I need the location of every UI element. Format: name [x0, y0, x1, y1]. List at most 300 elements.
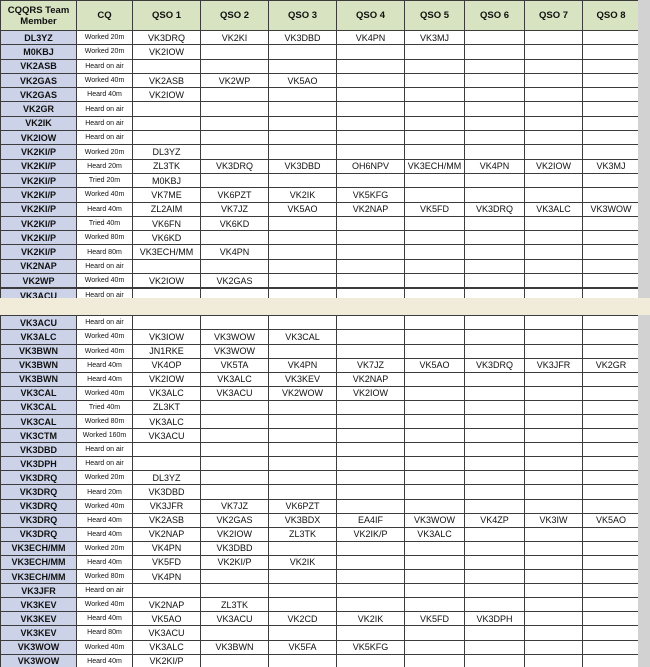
qso-4-cell[interactable]: [337, 145, 405, 159]
qso-6-cell[interactable]: [465, 654, 525, 667]
qso-7-cell[interactable]: [525, 45, 583, 59]
qso-8-cell[interactable]: [583, 102, 640, 116]
qso-1-cell[interactable]: DL3YZ: [133, 145, 201, 159]
qso-4-cell[interactable]: [337, 598, 405, 612]
qso-2-cell[interactable]: [201, 116, 269, 130]
member-cell[interactable]: M0KBJ: [1, 45, 77, 59]
qso-7-cell[interactable]: [525, 73, 583, 87]
qso-2-cell[interactable]: [201, 485, 269, 499]
cq-cell[interactable]: Heard on air: [77, 102, 133, 116]
qso-3-cell[interactable]: VK3DBD: [269, 31, 337, 45]
qso-8-cell[interactable]: [583, 570, 640, 584]
qso-8-cell[interactable]: [583, 654, 640, 667]
qso-6-cell[interactable]: [465, 527, 525, 541]
member-cell[interactable]: VK2GAS: [1, 73, 77, 87]
member-cell[interactable]: VK3KEV: [1, 598, 77, 612]
qso-4-cell[interactable]: VK2IK: [337, 612, 405, 626]
qso-4-cell[interactable]: VK7JZ: [337, 358, 405, 372]
qso-1-cell[interactable]: VK4PN: [133, 570, 201, 584]
qso-7-cell[interactable]: [525, 555, 583, 569]
qso-4-cell[interactable]: [337, 216, 405, 230]
qso-1-cell[interactable]: VK4PN: [133, 541, 201, 555]
qso-2-cell[interactable]: [201, 316, 269, 330]
qso-4-cell[interactable]: [337, 173, 405, 187]
qso-5-cell[interactable]: [405, 330, 465, 344]
qso-8-cell[interactable]: [583, 274, 640, 288]
member-cell[interactable]: VK2KI/P: [1, 202, 77, 216]
qso-8-cell[interactable]: [583, 131, 640, 145]
member-cell[interactable]: VK3WOW: [1, 640, 77, 654]
qso-8-cell[interactable]: [583, 231, 640, 245]
qso-1-cell[interactable]: VK2KI/P: [133, 654, 201, 667]
qso-5-cell[interactable]: [405, 640, 465, 654]
qso-5-cell[interactable]: VK3ALC: [405, 527, 465, 541]
qso-3-cell[interactable]: VK3KEV: [269, 372, 337, 386]
qso-7-cell[interactable]: [525, 316, 583, 330]
qso-2-cell[interactable]: VK2GAS: [201, 513, 269, 527]
qso-3-cell[interactable]: [269, 116, 337, 130]
cq-cell[interactable]: Worked 20m: [77, 31, 133, 45]
member-cell[interactable]: VK2KI/P: [1, 216, 77, 230]
qso-5-cell[interactable]: VK3MJ: [405, 31, 465, 45]
column-header-qso-8[interactable]: QSO 8: [583, 1, 640, 31]
qso-2-cell[interactable]: [201, 457, 269, 471]
qso-5-cell[interactable]: [405, 289, 465, 299]
qso-8-cell[interactable]: [583, 584, 640, 598]
member-cell[interactable]: VK3BWN: [1, 344, 77, 358]
member-cell[interactable]: VK3DRQ: [1, 471, 77, 485]
member-cell[interactable]: VK3ACU: [1, 316, 77, 330]
qso-7-cell[interactable]: [525, 570, 583, 584]
qso-7-cell[interactable]: [525, 274, 583, 288]
qso-1-cell[interactable]: [133, 584, 201, 598]
qso-5-cell[interactable]: VK5FD: [405, 612, 465, 626]
qso-1-cell[interactable]: VK2NAP: [133, 598, 201, 612]
qso-4-cell[interactable]: VK2NAP: [337, 372, 405, 386]
qso-3-cell[interactable]: [269, 316, 337, 330]
member-cell[interactable]: VK3JFR: [1, 584, 77, 598]
qso-1-cell[interactable]: DL3YZ: [133, 471, 201, 485]
qso-8-cell[interactable]: [583, 116, 640, 130]
qso-3-cell[interactable]: [269, 443, 337, 457]
cq-cell[interactable]: Worked 40m: [77, 274, 133, 288]
qso-1-cell[interactable]: VK3ACU: [133, 429, 201, 443]
qso-7-cell[interactable]: [525, 231, 583, 245]
column-header-cq[interactable]: CQ: [77, 1, 133, 31]
qso-8-cell[interactable]: [583, 626, 640, 640]
qso-6-cell[interactable]: [465, 429, 525, 443]
qso-6-cell[interactable]: [465, 555, 525, 569]
qso-4-cell[interactable]: [337, 471, 405, 485]
qso-3-cell[interactable]: [269, 173, 337, 187]
qso-2-cell[interactable]: [201, 415, 269, 429]
qso-3-cell[interactable]: [269, 145, 337, 159]
cq-cell[interactable]: Worked 20m: [77, 471, 133, 485]
qso-6-cell[interactable]: [465, 173, 525, 187]
qso-5-cell[interactable]: [405, 259, 465, 273]
qso-1-cell[interactable]: ZL3KT: [133, 400, 201, 414]
qso-4-cell[interactable]: [337, 73, 405, 87]
qso-4-cell[interactable]: [337, 45, 405, 59]
cq-cell[interactable]: Worked 40m: [77, 640, 133, 654]
qso-1-cell[interactable]: VK4OP: [133, 358, 201, 372]
qso-2-cell[interactable]: [201, 626, 269, 640]
qso-4-cell[interactable]: [337, 259, 405, 273]
qso-7-cell[interactable]: [525, 245, 583, 259]
member-cell[interactable]: VK3CAL: [1, 415, 77, 429]
qso-1-cell[interactable]: VK3DRQ: [133, 31, 201, 45]
qso-6-cell[interactable]: [465, 344, 525, 358]
member-cell[interactable]: VK3KEV: [1, 612, 77, 626]
member-cell[interactable]: DL3YZ: [1, 31, 77, 45]
qso-5-cell[interactable]: VK3WOW: [405, 513, 465, 527]
qso-4-cell[interactable]: [337, 626, 405, 640]
qso-3-cell[interactable]: [269, 216, 337, 230]
qso-8-cell[interactable]: [583, 344, 640, 358]
qso-3-cell[interactable]: [269, 471, 337, 485]
qso-4-cell[interactable]: VK2IK/P: [337, 527, 405, 541]
qso-2-cell[interactable]: VK7JZ: [201, 202, 269, 216]
qso-1-cell[interactable]: VK6FN: [133, 216, 201, 230]
member-cell[interactable]: VK3WOW: [1, 654, 77, 667]
cq-cell[interactable]: Worked 40m: [77, 73, 133, 87]
qso-6-cell[interactable]: [465, 443, 525, 457]
qso-7-cell[interactable]: [525, 88, 583, 102]
qso-2-cell[interactable]: VK2KI: [201, 31, 269, 45]
qso-2-cell[interactable]: VK3BWN: [201, 640, 269, 654]
qso-8-cell[interactable]: [583, 88, 640, 102]
qso-8-cell[interactable]: [583, 316, 640, 330]
qso-6-cell[interactable]: [465, 145, 525, 159]
qso-1-cell[interactable]: VK3ALC: [133, 640, 201, 654]
qso-1-cell[interactable]: VK2ASB: [133, 73, 201, 87]
qso-8-cell[interactable]: VK5AO: [583, 513, 640, 527]
qso-8-cell[interactable]: [583, 289, 640, 299]
qso-7-cell[interactable]: [525, 485, 583, 499]
qso-1-cell[interactable]: VK3IOW: [133, 330, 201, 344]
qso-1-cell[interactable]: [133, 131, 201, 145]
qso-7-cell[interactable]: [525, 344, 583, 358]
cq-cell[interactable]: Heard on air: [77, 443, 133, 457]
qso-4-cell[interactable]: [337, 289, 405, 299]
qso-4-cell[interactable]: [337, 316, 405, 330]
cq-cell[interactable]: Tried 20m: [77, 173, 133, 187]
qso-8-cell[interactable]: [583, 330, 640, 344]
qso-1-cell[interactable]: ZL3TK: [133, 159, 201, 173]
qso-5-cell[interactable]: [405, 274, 465, 288]
qso-6-cell[interactable]: [465, 457, 525, 471]
qso-8-cell[interactable]: [583, 640, 640, 654]
member-cell[interactable]: VK2GR: [1, 102, 77, 116]
cq-cell[interactable]: Heard 40m: [77, 555, 133, 569]
qso-4-cell[interactable]: OH6NPV: [337, 159, 405, 173]
qso-2-cell[interactable]: VK3ACU: [201, 386, 269, 400]
qso-7-cell[interactable]: [525, 259, 583, 273]
qso-6-cell[interactable]: [465, 259, 525, 273]
qso-3-cell[interactable]: [269, 45, 337, 59]
qso-7-cell[interactable]: VK2IOW: [525, 159, 583, 173]
column-header-qso-2[interactable]: QSO 2: [201, 1, 269, 31]
column-header-qso-4[interactable]: QSO 4: [337, 1, 405, 31]
qso-6-cell[interactable]: [465, 231, 525, 245]
cq-cell[interactable]: Heard on air: [77, 584, 133, 598]
qso-7-cell[interactable]: [525, 654, 583, 667]
column-header-qso-7[interactable]: QSO 7: [525, 1, 583, 31]
qso-5-cell[interactable]: [405, 654, 465, 667]
qso-7-cell[interactable]: [525, 443, 583, 457]
qso-5-cell[interactable]: [405, 59, 465, 73]
qso-5-cell[interactable]: [405, 471, 465, 485]
cq-cell[interactable]: Tried 40m: [77, 400, 133, 414]
qso-4-cell[interactable]: VK2NAP: [337, 202, 405, 216]
qso-6-cell[interactable]: [465, 640, 525, 654]
qso-3-cell[interactable]: [269, 598, 337, 612]
qso-8-cell[interactable]: VK3MJ: [583, 159, 640, 173]
qso-1-cell[interactable]: [133, 102, 201, 116]
qso-5-cell[interactable]: [405, 316, 465, 330]
cq-cell[interactable]: Worked 40m: [77, 598, 133, 612]
qso-4-cell[interactable]: [337, 102, 405, 116]
qso-7-cell[interactable]: [525, 188, 583, 202]
qso-5-cell[interactable]: [405, 102, 465, 116]
qso-2-cell[interactable]: VK3DBD: [201, 541, 269, 555]
qso-8-cell[interactable]: [583, 372, 640, 386]
qso-6-cell[interactable]: [465, 598, 525, 612]
qso-1-cell[interactable]: VK5FD: [133, 555, 201, 569]
qso-6-cell[interactable]: [465, 485, 525, 499]
cq-cell[interactable]: Worked 40m: [77, 330, 133, 344]
qso-3-cell[interactable]: [269, 259, 337, 273]
qso-4-cell[interactable]: VK4PN: [337, 31, 405, 45]
cq-cell[interactable]: Heard on air: [77, 457, 133, 471]
qso-3-cell[interactable]: [269, 400, 337, 414]
qso-6-cell[interactable]: [465, 316, 525, 330]
cq-cell[interactable]: Heard 40m: [77, 513, 133, 527]
qso-1-cell[interactable]: [133, 443, 201, 457]
qso-8-cell[interactable]: [583, 541, 640, 555]
qso-6-cell[interactable]: [465, 415, 525, 429]
cq-cell[interactable]: Heard on air: [77, 116, 133, 130]
qso-1-cell[interactable]: VK2IOW: [133, 274, 201, 288]
qso-7-cell[interactable]: [525, 400, 583, 414]
qso-5-cell[interactable]: [405, 499, 465, 513]
member-cell[interactable]: VK3CAL: [1, 386, 77, 400]
qso-5-cell[interactable]: [405, 443, 465, 457]
qso-7-cell[interactable]: [525, 541, 583, 555]
qso-6-cell[interactable]: [465, 188, 525, 202]
qso-5-cell[interactable]: [405, 386, 465, 400]
qso-6-cell[interactable]: VK3DRQ: [465, 358, 525, 372]
qso-7-cell[interactable]: [525, 386, 583, 400]
qso-1-cell[interactable]: VK2IOW: [133, 88, 201, 102]
member-cell[interactable]: VK3ALC: [1, 330, 77, 344]
qso-8-cell[interactable]: [583, 259, 640, 273]
qso-4-cell[interactable]: [337, 584, 405, 598]
qso-6-cell[interactable]: [465, 116, 525, 130]
qso-4-cell[interactable]: [337, 231, 405, 245]
qso-4-cell[interactable]: VK2IOW: [337, 386, 405, 400]
cq-cell[interactable]: Heard on air: [77, 131, 133, 145]
qso-6-cell[interactable]: [465, 626, 525, 640]
member-cell[interactable]: VK2KI/P: [1, 159, 77, 173]
qso-5-cell[interactable]: [405, 73, 465, 87]
qso-6-cell[interactable]: VK4ZP: [465, 513, 525, 527]
qso-4-cell[interactable]: [337, 443, 405, 457]
qso-6-cell[interactable]: [465, 73, 525, 87]
qso-2-cell[interactable]: VK3ALC: [201, 372, 269, 386]
member-cell[interactable]: VK3ECH/MM: [1, 570, 77, 584]
qso-6-cell[interactable]: [465, 274, 525, 288]
qso-5-cell[interactable]: [405, 116, 465, 130]
qso-2-cell[interactable]: VK7JZ: [201, 499, 269, 513]
qso-1-cell[interactable]: M0KBJ: [133, 173, 201, 187]
qso-2-cell[interactable]: VK3ACU: [201, 612, 269, 626]
qso-6-cell[interactable]: VK4PN: [465, 159, 525, 173]
qso-8-cell[interactable]: [583, 400, 640, 414]
member-cell[interactable]: VK3BWN: [1, 372, 77, 386]
qso-8-cell[interactable]: [583, 527, 640, 541]
qso-7-cell[interactable]: [525, 429, 583, 443]
qso-4-cell[interactable]: EA4IF: [337, 513, 405, 527]
cq-cell[interactable]: Worked 40m: [77, 344, 133, 358]
qso-2-cell[interactable]: [201, 131, 269, 145]
qso-1-cell[interactable]: [133, 116, 201, 130]
qso-4-cell[interactable]: [337, 59, 405, 73]
qso-3-cell[interactable]: [269, 457, 337, 471]
qso-7-cell[interactable]: [525, 330, 583, 344]
qso-4-cell[interactable]: [337, 344, 405, 358]
cq-cell[interactable]: Tried 40m: [77, 216, 133, 230]
member-cell[interactable]: VK3DRQ: [1, 527, 77, 541]
qso-3-cell[interactable]: [269, 541, 337, 555]
qso-7-cell[interactable]: [525, 612, 583, 626]
qso-2-cell[interactable]: [201, 400, 269, 414]
qso-4-cell[interactable]: [337, 131, 405, 145]
qso-3-cell[interactable]: VK2IK: [269, 555, 337, 569]
qso-2-cell[interactable]: VK3DRQ: [201, 159, 269, 173]
cq-cell[interactable]: Heard 40m: [77, 88, 133, 102]
qso-5-cell[interactable]: [405, 131, 465, 145]
qso-5-cell[interactable]: [405, 457, 465, 471]
column-header-qso-5[interactable]: QSO 5: [405, 1, 465, 31]
qso-3-cell[interactable]: [269, 59, 337, 73]
member-cell[interactable]: VK2ASB: [1, 59, 77, 73]
qso-2-cell[interactable]: VK5TA: [201, 358, 269, 372]
qso-1-cell[interactable]: JN1RKE: [133, 344, 201, 358]
qso-8-cell[interactable]: [583, 386, 640, 400]
cq-cell[interactable]: Heard 20m: [77, 485, 133, 499]
qso-6-cell[interactable]: [465, 31, 525, 45]
qso-5-cell[interactable]: [405, 584, 465, 598]
qso-1-cell[interactable]: [133, 259, 201, 273]
member-cell[interactable]: VK2KI/P: [1, 245, 77, 259]
cq-cell[interactable]: Worked 20m: [77, 541, 133, 555]
qso-7-cell[interactable]: VK3JFR: [525, 358, 583, 372]
qso-6-cell[interactable]: [465, 289, 525, 299]
cq-cell[interactable]: Worked 20m: [77, 45, 133, 59]
qso-2-cell[interactable]: VK2IOW: [201, 527, 269, 541]
member-cell[interactable]: VK2IK: [1, 116, 77, 130]
qso-1-cell[interactable]: VK2IOW: [133, 372, 201, 386]
cq-cell[interactable]: Worked 40m: [77, 188, 133, 202]
member-cell[interactable]: VK2KI/P: [1, 145, 77, 159]
qso-3-cell[interactable]: VK6PZT: [269, 499, 337, 513]
cq-cell[interactable]: Heard on air: [77, 316, 133, 330]
qso-6-cell[interactable]: [465, 499, 525, 513]
qso-2-cell[interactable]: VK6PZT: [201, 188, 269, 202]
qso-1-cell[interactable]: VK3DBD: [133, 485, 201, 499]
qso-2-cell[interactable]: [201, 102, 269, 116]
qso-3-cell[interactable]: VK2WOW: [269, 386, 337, 400]
member-cell[interactable]: VK2KI/P: [1, 188, 77, 202]
qso-6-cell[interactable]: [465, 400, 525, 414]
qso-5-cell[interactable]: [405, 216, 465, 230]
qso-5-cell[interactable]: [405, 570, 465, 584]
qso-3-cell[interactable]: VK3DBD: [269, 159, 337, 173]
qso-1-cell[interactable]: [133, 289, 201, 299]
qso-5-cell[interactable]: [405, 400, 465, 414]
qso-3-cell[interactable]: VK5AO: [269, 73, 337, 87]
qso-7-cell[interactable]: [525, 102, 583, 116]
qso-2-cell[interactable]: [201, 45, 269, 59]
qso-3-cell[interactable]: VK3CAL: [269, 330, 337, 344]
qso-5-cell[interactable]: [405, 145, 465, 159]
qso-5-cell[interactable]: [405, 344, 465, 358]
qso-4-cell[interactable]: [337, 274, 405, 288]
qso-6-cell[interactable]: [465, 330, 525, 344]
qso-2-cell[interactable]: [201, 259, 269, 273]
qso-3-cell[interactable]: VK5AO: [269, 202, 337, 216]
qso-1-cell[interactable]: [133, 316, 201, 330]
qso-8-cell[interactable]: [583, 457, 640, 471]
qso-5-cell[interactable]: [405, 245, 465, 259]
qso-2-cell[interactable]: VK2KI/P: [201, 555, 269, 569]
qso-8-cell[interactable]: [583, 73, 640, 87]
member-cell[interactable]: VK3CTM: [1, 429, 77, 443]
member-cell[interactable]: VK3BWN: [1, 358, 77, 372]
qso-3-cell[interactable]: [269, 102, 337, 116]
qso-7-cell[interactable]: VK3ALC: [525, 202, 583, 216]
qso-5-cell[interactable]: [405, 555, 465, 569]
qso-8-cell[interactable]: [583, 173, 640, 187]
qso-6-cell[interactable]: [465, 131, 525, 145]
cq-cell[interactable]: Worked 80m: [77, 570, 133, 584]
qso-3-cell[interactable]: VK5FA: [269, 640, 337, 654]
qso-7-cell[interactable]: [525, 216, 583, 230]
qso-7-cell[interactable]: [525, 145, 583, 159]
qso-3-cell[interactable]: VK3BDX: [269, 513, 337, 527]
qso-4-cell[interactable]: [337, 116, 405, 130]
qso-1-cell[interactable]: VK5AO: [133, 612, 201, 626]
cq-cell[interactable]: Worked 40m: [77, 386, 133, 400]
qso-8-cell[interactable]: [583, 612, 640, 626]
qso-3-cell[interactable]: [269, 415, 337, 429]
qso-1-cell[interactable]: VK3ALC: [133, 415, 201, 429]
qso-3-cell[interactable]: [269, 485, 337, 499]
qso-4-cell[interactable]: [337, 400, 405, 414]
qso-6-cell[interactable]: [465, 584, 525, 598]
qso-2-cell[interactable]: VK2WP: [201, 73, 269, 87]
qso-7-cell[interactable]: [525, 598, 583, 612]
qso-1-cell[interactable]: VK2IOW: [133, 45, 201, 59]
qso-1-cell[interactable]: VK3ALC: [133, 386, 201, 400]
qso-5-cell[interactable]: VK5AO: [405, 358, 465, 372]
qso-2-cell[interactable]: [201, 570, 269, 584]
cq-cell[interactable]: Heard 40m: [77, 358, 133, 372]
qso-5-cell[interactable]: [405, 372, 465, 386]
qso-6-cell[interactable]: [465, 386, 525, 400]
qso-7-cell[interactable]: [525, 131, 583, 145]
